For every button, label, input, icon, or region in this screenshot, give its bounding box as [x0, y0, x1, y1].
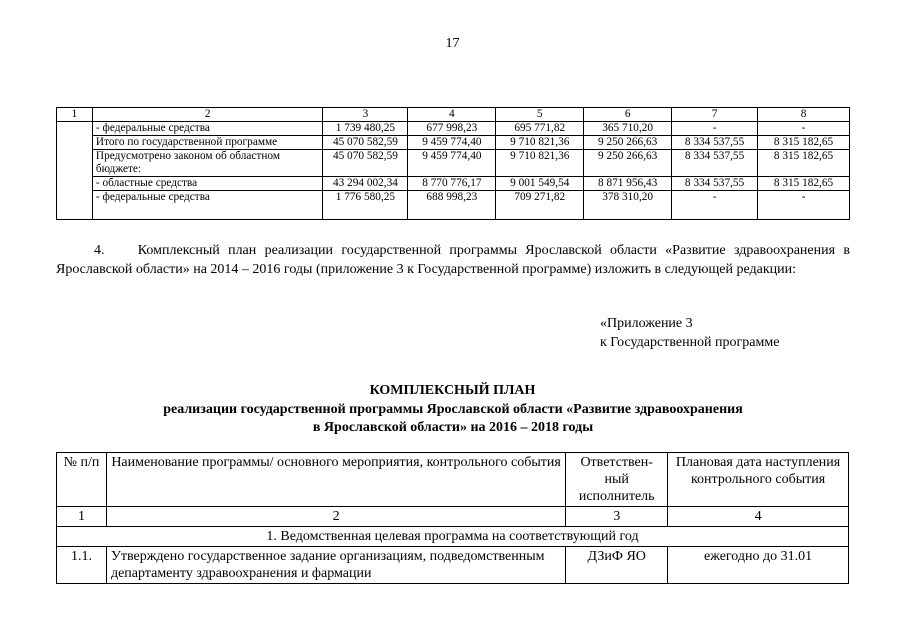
plan-header-executor: Ответствен- ный исполнитель [566, 453, 668, 507]
finance-value: 9 710 821,36 [496, 150, 584, 177]
plan-column-number: 2 [106, 507, 565, 527]
plan-header-date: Плановая дата наступления контрольного события [668, 453, 849, 507]
finance-value: 695 771,82 [496, 122, 584, 136]
finance-value: 677 998,23 [408, 122, 496, 136]
plan-table [56, 452, 849, 584]
finance-value: 9 250 266,63 [584, 150, 672, 177]
finance-value: 8 334 537,55 [672, 136, 758, 150]
plan-header-name: Наименование программы/ основного мероприятия, контрольного события [106, 453, 565, 507]
finance-value: 378 310,20 [584, 191, 672, 220]
finance-value: 8 315 182,65 [758, 177, 850, 191]
finance-row-label: Итого по государственной программе [92, 136, 323, 150]
plan-row [57, 547, 849, 584]
appendix-line: к Государственной программе [600, 335, 780, 350]
finance-value: 8 334 537,55 [672, 150, 758, 177]
finance-value: 9 459 774,40 [408, 136, 496, 150]
plan-row-name: Утверждено государственное задание организациям, подведомственным департаменту здравоохранения и фармации [106, 547, 565, 584]
finance-value: 8 315 182,65 [758, 150, 850, 177]
plan-row-executor: ДЗиФ ЯО [566, 547, 668, 584]
plan-subtitle-line: в Ярославской области» на 2016 – 2018 годы [312, 420, 594, 435]
plan-section-title: 1. Ведомственная целевая программа на соответствующий год [57, 527, 849, 547]
plan-header-row [57, 453, 849, 507]
finance-header-cell: 2 [92, 108, 323, 122]
finance-value: - [758, 191, 850, 220]
page-number: 17 [445, 36, 460, 51]
finance-row [57, 177, 850, 191]
finance-value: 688 998,23 [408, 191, 496, 220]
finance-value: 9 250 266,63 [584, 136, 672, 150]
plan-header-number: № п/п [57, 453, 107, 507]
finance-value: 9 459 774,40 [408, 150, 496, 177]
finance-value: 709 271,82 [496, 191, 584, 220]
appendix-reference [600, 314, 779, 352]
finance-value: - [672, 122, 758, 136]
plan-column-number: 3 [566, 507, 668, 527]
finance-row [57, 122, 850, 136]
finance-header-cell: 4 [408, 108, 496, 122]
plan-column-number: 1 [57, 507, 107, 527]
plan-row-date: ежегодно до 31.01 [668, 547, 849, 584]
finance-value: 1 739 480,25 [323, 122, 408, 136]
finance-header-cell: 1 [57, 108, 93, 122]
finance-header-cell: 6 [584, 108, 672, 122]
finance-row-label: - областные средства [92, 177, 323, 191]
finance-value: 9 710 821,36 [496, 136, 584, 150]
plan-numbers-row [57, 507, 849, 527]
finance-value: 8 334 537,55 [672, 177, 758, 191]
finance-header-row [57, 108, 850, 122]
finance-value: 43 294 002,34 [323, 177, 408, 191]
finance-value: - [672, 191, 758, 220]
finance-row-label: - федеральные средства [92, 191, 323, 220]
finance-row [57, 191, 850, 220]
finance-row [57, 150, 850, 177]
finance-table [56, 107, 850, 220]
finance-value: 45 070 582,59 [323, 136, 408, 150]
plan-section-row [57, 527, 849, 547]
finance-value: - [758, 122, 850, 136]
finance-row-label: Предусмотрено законом об областном бюджете: [92, 150, 323, 177]
appendix-line: «Приложение 3 [600, 316, 693, 331]
finance-header-cell: 7 [672, 108, 758, 122]
finance-value: 1 776 580,25 [323, 191, 408, 220]
plan-title: КОМПЛЕКСНЫЙ ПЛАН [369, 383, 536, 398]
finance-value: 365 710,20 [584, 122, 672, 136]
finance-header-cell: 8 [758, 108, 850, 122]
finance-value: 8 871 956,43 [584, 177, 672, 191]
plan-column-number: 4 [668, 507, 849, 527]
plan-row-number: 1.1. [57, 547, 107, 584]
finance-empty-cell [57, 122, 93, 220]
plan-subtitle-line: реализации государственной программы Ярославской области «Развитие здравоохранения [163, 402, 743, 417]
finance-value: 45 070 582,59 [323, 150, 408, 177]
finance-value: 9 001 549,54 [496, 177, 584, 191]
finance-row-label: - федеральные средства [92, 122, 323, 136]
amendment-paragraph: 4. Комплексный план реализации государственной программы Ярославской области «Развитие здравоохранения в Ярославской области» на 2014 – 2016 годы (приложение 3 к Государственной программе) изложить в следующей редакции: [56, 243, 850, 277]
finance-header-cell: 3 [323, 108, 408, 122]
plan-subtitle [56, 401, 850, 437]
finance-value: 8 315 182,65 [758, 136, 850, 150]
finance-value: 8 770 776,17 [408, 177, 496, 191]
finance-row [57, 136, 850, 150]
finance-header-cell: 5 [496, 108, 584, 122]
